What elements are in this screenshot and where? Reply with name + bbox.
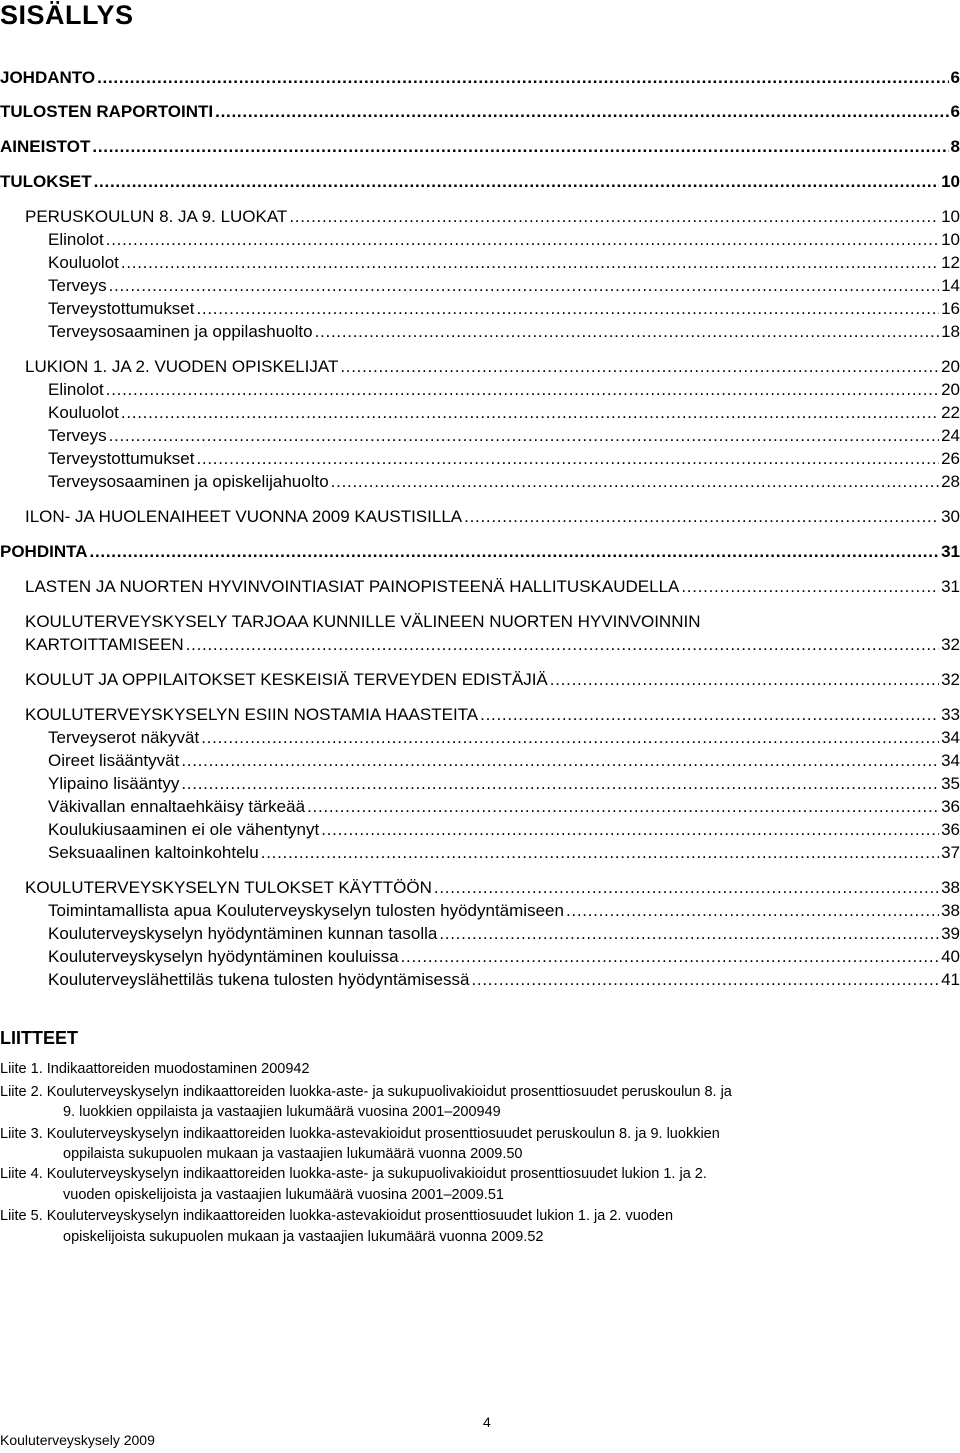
toc-entry-text: KARTOITTAMISEEN [25, 635, 184, 654]
toc-entry-page: 26 [941, 449, 960, 468]
toc-entry-page: 18 [941, 322, 960, 341]
appendix-entry-text[interactable]: Liite 4. Kouluterveyskyselyn indikaattoreiden luokka-aste- ja sukupuolivakioidut prosenttiosuudet lukion 1. ja 2. [0, 1166, 707, 1182]
appendix-entry-page: 52 [527, 1229, 544, 1245]
appendix-entry-page: 51 [487, 1187, 504, 1203]
toc-entry[interactable] [25, 670, 960, 690]
appendix-entry-text: Liite 1. Indikaattoreiden muodostaminen 2009 [0, 1061, 294, 1077]
toc-entry-text: Ylipaino lisääntyy [48, 774, 180, 793]
appendix-entry[interactable] [63, 1146, 960, 1162]
toc-entry-text: KOULUT JA OPPILAITOKSET KESKEISIÄ TERVEYDEN EDISTÄJIÄ [25, 670, 548, 689]
toc-entry[interactable] [48, 322, 960, 342]
toc-entry-page: 38 [941, 901, 960, 920]
toc-entry-text: Terveystottumukset [48, 299, 195, 318]
toc-entry-page: 32 [941, 635, 960, 654]
toc-entry-page: 10 [941, 207, 960, 226]
appendix-entry[interactable] [63, 1104, 960, 1120]
toc-entry-text: Seksuaalinen kaltoinkohtelu [48, 843, 259, 862]
toc-entry-page: 14 [941, 276, 960, 295]
toc-entry-text: Kouluterveyslähettiläs tukena tulosten hyödyntämisessä [48, 970, 470, 989]
toc-entry[interactable] [48, 472, 960, 492]
footer-text: Kouluterveyskysely 2009 [0, 1432, 155, 1448]
toc-entry-text: Terveys [48, 426, 107, 445]
toc-entry-page: 6 [950, 102, 960, 121]
toc-entry-text[interactable]: KOULUTERVEYSKYSELY TARJOAA KUNNILLE VÄLINEEN NUORTEN HYVINVOINNIN [25, 612, 701, 631]
toc-entry[interactable] [48, 797, 960, 817]
appendix-entry-text[interactable]: Liite 3. Kouluterveyskyselyn indikaattoreiden luokka-astevakioidut prosenttiosuudet peruskoulun 8. ja 9. luokkien [0, 1126, 720, 1142]
toc-entry-text: ILON- JA HUOLENAIHEET VUONNA 2009 KAUSTISILLA [25, 507, 463, 526]
toc-entry-page: 31 [941, 577, 960, 596]
toc-entry-text: TULOKSET [0, 172, 92, 191]
toc-entry[interactable] [48, 970, 960, 990]
toc-entry[interactable] [48, 947, 960, 967]
toc-entry-page: 31 [941, 542, 960, 561]
appendix-heading: LIITTEET [0, 1028, 78, 1048]
toc-entry-text: LUKION 1. JA 2. VUODEN OPISKELIJAT [25, 357, 339, 376]
toc-entry-text: KOULUTERVEYSKYSELYN ESIIN NOSTAMIA HAASTEITA [25, 705, 479, 724]
toc-entry-text: Toimintamallista apua Kouluterveyskyselyn tulosten hyödyntämiseen [48, 901, 564, 920]
appendix-entry-text: opiskelijoista sukupuolen mukaan ja vastaajien lukumäärä vuonna 2009. [63, 1229, 528, 1245]
toc-entry-text: Terveystottumukset [48, 449, 195, 468]
toc-entry-text: Koulukiusaaminen ei ole vähentynyt [48, 820, 320, 839]
toc-entry[interactable] [25, 635, 960, 655]
toc-entry-text: KOULUTERVEYSKYSELYN TULOKSET KÄYTTÖÖN [25, 878, 432, 897]
toc-entry-page: 40 [941, 947, 960, 966]
toc-entry[interactable] [48, 728, 960, 748]
toc-entry-text: JOHDANTO [0, 68, 96, 87]
toc-entry[interactable] [48, 253, 960, 273]
toc-entry[interactable] [48, 299, 960, 319]
toc-entry[interactable] [48, 774, 960, 794]
appendix-entry-page: 49 [484, 1104, 501, 1120]
toc-entry-page: 30 [941, 507, 960, 526]
toc-entry-page: 20 [941, 380, 960, 399]
appendix-entry-page: 50 [506, 1146, 523, 1162]
appendix-entry-text: oppilaista sukupuolen mukaan ja vastaajien lukumäärä vuonna 2009. [63, 1146, 507, 1162]
appendix-entry-text: 9. luokkien oppilaista ja vastaajien lukumäärä vuosina 2001–2009 [63, 1104, 485, 1120]
appendix-entry[interactable] [0, 1061, 960, 1077]
toc-entry-page: 38 [941, 878, 960, 897]
toc-entry-page: 8 [950, 137, 960, 156]
toc-entry-page: 37 [941, 843, 960, 862]
toc-entry-text: PERUSKOULUN 8. JA 9. LUOKAT [25, 207, 288, 226]
toc-entry-page: 36 [941, 797, 960, 816]
toc-entry-text: POHDINTA [0, 542, 88, 561]
toc-entry[interactable] [0, 172, 960, 192]
toc-entry-text: Kouluolot [48, 403, 119, 422]
appendix-entry-text[interactable]: Liite 2. Kouluterveyskyselyn indikaattoreiden luokka-aste- ja sukupuolivakioidut prosenttiosuudet peruskoulun 8. ja [0, 1084, 732, 1100]
toc-entry-text: Kouluterveyskyselyn hyödyntäminen kunnan tasolla [48, 924, 438, 943]
appendix-entry[interactable] [63, 1229, 960, 1245]
toc-entry[interactable] [0, 137, 960, 157]
toc-entry-page: 36 [941, 820, 960, 839]
toc-entry-text: Elinolot [48, 230, 104, 249]
toc-entry-text: Väkivallan ennaltaehkäisy tärkeää [48, 797, 306, 816]
toc-entry-page: 34 [941, 728, 960, 747]
toc-entry-page: 35 [941, 774, 960, 793]
toc-entry[interactable] [0, 68, 960, 88]
toc-entry[interactable] [48, 276, 960, 296]
toc-entry-text: Oireet lisääntyvät [48, 751, 180, 770]
toc-entry-page: 16 [941, 299, 960, 318]
toc-entry[interactable] [48, 924, 960, 944]
toc-entry-text: Kouluolot [48, 253, 119, 272]
appendix-entry[interactable] [63, 1187, 960, 1203]
toc-entry-page: 28 [941, 472, 960, 491]
toc-entry[interactable] [25, 357, 960, 377]
toc-entry-text: Elinolot [48, 380, 104, 399]
toc-entry[interactable] [0, 542, 960, 562]
toc-entry-page: 41 [941, 970, 960, 989]
toc-entry[interactable] [48, 901, 960, 921]
page-title: SISÄLLYS [0, 0, 134, 30]
toc-entry-page: 6 [950, 68, 960, 87]
toc-entry[interactable] [0, 102, 960, 122]
toc-entry[interactable] [48, 751, 960, 771]
toc-entry[interactable] [48, 820, 960, 840]
toc-entry[interactable] [25, 878, 960, 898]
toc-entry[interactable] [25, 207, 960, 227]
toc-entry-text: Terveys [48, 276, 107, 295]
toc-entry-text: Terveysosaaminen ja opiskelijahuolto [48, 472, 329, 491]
toc-entry[interactable] [48, 843, 960, 863]
page-number: 4 [483, 1414, 491, 1430]
toc-entry[interactable] [48, 426, 960, 446]
toc-entry-text: AINEISTOT [0, 137, 91, 156]
toc-entry-page: 34 [941, 751, 960, 770]
toc-entry[interactable] [25, 577, 960, 597]
toc-entry[interactable] [48, 380, 960, 400]
toc-entry-text: Terveysosaaminen ja oppilashuolto [48, 322, 313, 341]
toc-entry[interactable] [48, 403, 960, 423]
toc-entry-text: Kouluterveyskyselyn hyödyntäminen kouluissa [48, 947, 399, 966]
toc-entry-page: 12 [941, 253, 960, 272]
toc-entry[interactable] [48, 230, 960, 250]
toc-entry-text: TULOSTEN RAPORTOINTI [0, 102, 214, 121]
toc-entry[interactable] [25, 705, 960, 725]
toc-entry-page: 33 [941, 705, 960, 724]
toc-entry[interactable] [25, 507, 960, 527]
toc-entry-text: Terveyserot näkyvät [48, 728, 200, 747]
toc-entry-page: 10 [941, 172, 960, 191]
toc-entry-page: 24 [941, 426, 960, 445]
toc-entry-page: 22 [941, 403, 960, 422]
toc-entry-page: 20 [941, 357, 960, 376]
toc-entry-text: LASTEN JA NUORTEN HYVINVOINTIASIAT PAINOPISTEENÄ HALLITUSKAUDELLA [25, 577, 680, 596]
toc-entry-page: 39 [941, 924, 960, 943]
appendix-entry-text[interactable]: Liite 5. Kouluterveyskyselyn indikaattoreiden luokka-astevakioidut prosenttiosuudet lukion 1. ja 2. vuoden [0, 1208, 674, 1224]
toc-entry[interactable] [48, 449, 960, 469]
appendix-entry-text: vuoden opiskelijoista ja vastaajien lukumäärä vuosina 2001–2009. [63, 1187, 488, 1203]
toc-entry-page: 32 [941, 670, 960, 689]
appendix-entry-page: 42 [293, 1061, 310, 1077]
toc-entry-page: 10 [941, 230, 960, 249]
